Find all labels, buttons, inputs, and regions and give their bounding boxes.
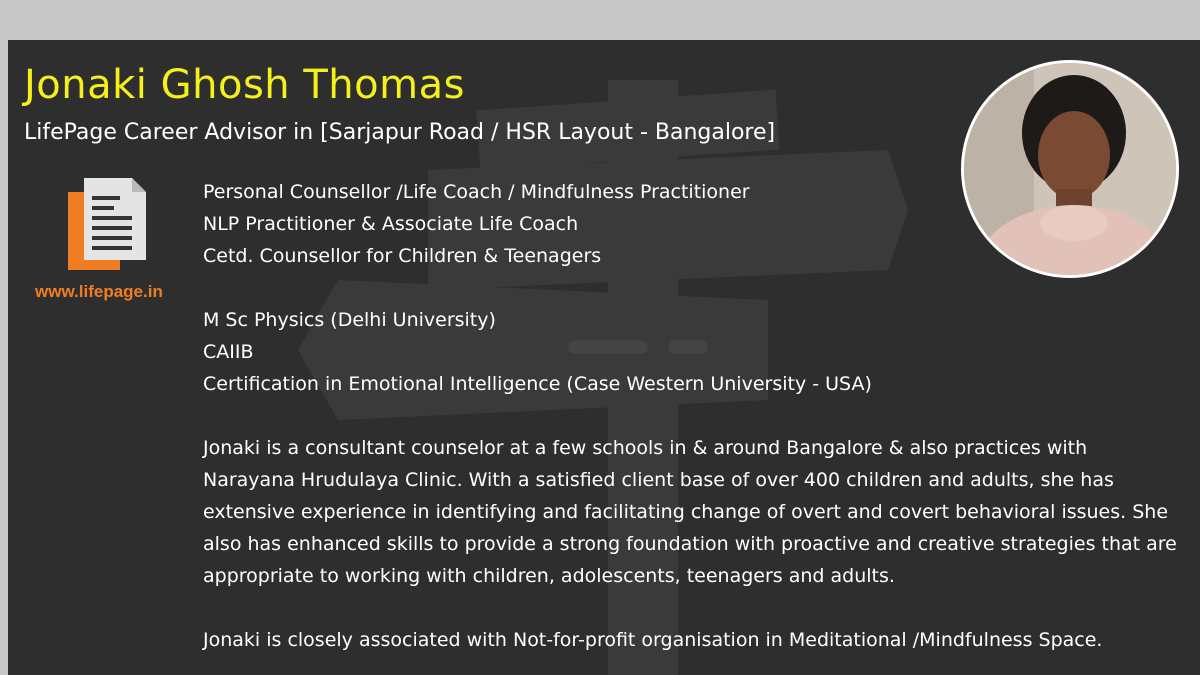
- portrait-illustration: [964, 63, 1176, 275]
- qualification-line: CAIIB: [203, 341, 254, 363]
- spacer: [203, 592, 1183, 624]
- bio-paragraph: Jonaki is closely associated with Not-for-profit organisation in Meditational /Mindfulness Space.: [203, 629, 1103, 651]
- advisor-photo: [961, 60, 1179, 278]
- qualification-line: Certification in Emotional Intelligence (Case Western University - USA): [203, 373, 872, 395]
- advisor-name: Jonaki Ghosh Thomas: [24, 62, 465, 108]
- spacer: [203, 272, 1183, 304]
- role-line: NLP Practitioner & Associate Life Coach: [203, 213, 579, 235]
- website-link[interactable]: www.lifepage.in: [35, 282, 163, 301]
- role-line: Cetd. Counsellor for Children & Teenagers: [203, 245, 602, 267]
- profile-slide: [8, 40, 1200, 675]
- qualification-line: M Sc Physics (Delhi University): [203, 309, 496, 331]
- document-icon: [60, 174, 150, 274]
- spacer: [203, 400, 1183, 432]
- role-line: Personal Counsellor /Life Coach / Mindfulness Practitioner: [203, 181, 750, 203]
- advisor-subtitle: LifePage Career Advisor in [Sarjapur Road / HSR Layout - Bangalore]: [24, 120, 776, 145]
- bio-paragraph: Jonaki is a consultant counselor at a few schools in & around Bangalore & also practices with Narayana Hrudulaya Clinic. With a satisfied client base of over 400 children and adults, she has extensive experience in identifying and facilitating change of overt and covert behavioral issues. She also has enhanced skills to provide a strong foundation with proactive and creative strategies that are appropriate to working with children, adolescents, teenagers and adults.: [203, 437, 1177, 587]
